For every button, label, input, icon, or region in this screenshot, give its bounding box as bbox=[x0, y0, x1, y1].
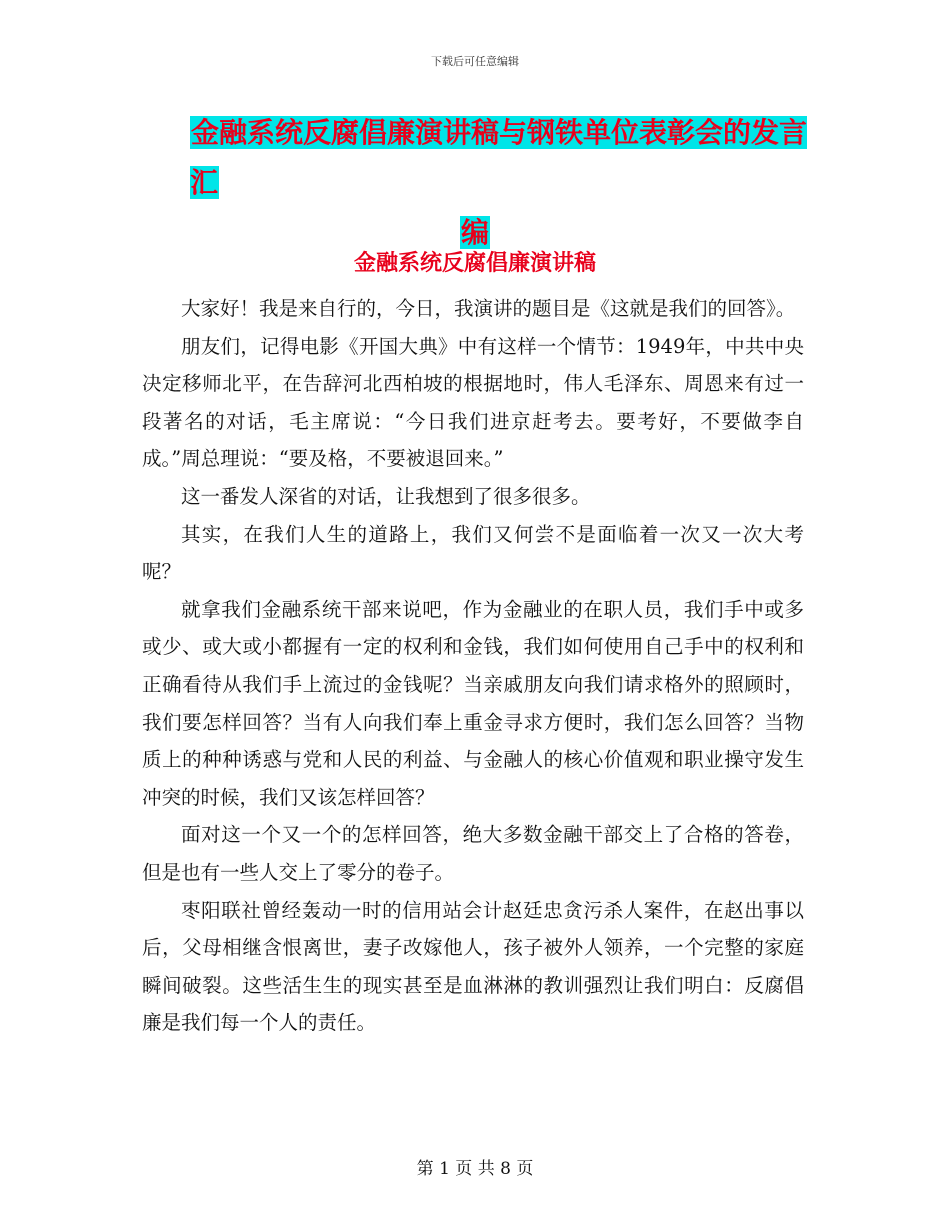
paragraph: 这一番发人深省的对话，让我想到了很多很多。 bbox=[181, 484, 591, 508]
title-highlight-1: 金融系统反腐倡廉演讲稿与钢铁单位表彰会的发言汇 bbox=[190, 116, 808, 199]
document-title bbox=[190, 108, 810, 258]
paragraph: 面对这一个又一个的怎样回答，绝大多数金融干部交上了合格的答卷，但是也有一些人交上了零分的卷子。 bbox=[142, 823, 804, 884]
header-note: 下载后可任意编辑 bbox=[431, 55, 519, 68]
paragraph: 其实，在我们人生的道路上，我们又何尝不是面临着一次又一次大考呢？ bbox=[142, 522, 804, 584]
paragraph: 就拿我们金融系统干部来说吧，作为金融业的在职人员，我们手中或多或少、或大或小都握有一定的权利和金钱，我们如何使用自己手中的权利和正确看待从我们手上流过的金钱呢？当亲戚朋友向我们请求格外的照顾时，我们要怎样回答？当有人向我们奉上重金寻求方便时，我们怎么回答？当物质上的种种诱惑与党和人民的利益、与金融人的核心价值观和职业操守发生冲突的时候，我们又该怎样回答？ bbox=[142, 597, 804, 809]
page-footer: 第 1 页 共 8 页 bbox=[416, 1159, 534, 1179]
paragraph: 朋友们，记得电影《开国大典》中有这样一个情节：1949年，中共中央决定移师北平，在告辞河北西柏坡的根据地时，伟人毛泽东、周恩来有过一段著名的对话，毛主席说：“今日我们进京赶考去。要考好，不要做李自成。”周总理说：“要及格，不要被退回来。” bbox=[142, 334, 804, 471]
section-title: 金融系统反腐倡廉演讲稿 bbox=[353, 251, 596, 276]
paragraph: 大家好！我是来自行的，今日，我演讲的题目是《这就是我们的回答》。 bbox=[181, 297, 796, 320]
document-title-line-1 bbox=[190, 108, 810, 208]
paragraph: 枣阳联社曾经轰动一时的信用站会计赵廷忠贪污杀人案件，在赵出事以后，父母相继含恨离世，妻子改嫁他人，孩子被外人领养，一个完整的家庭瞬间破裂。这些活生生的现实甚至是血淋淋的教训强烈让我们明白：反腐倡廉是我们每一个人的责任。 bbox=[142, 898, 804, 1035]
body-text bbox=[142, 290, 804, 1042]
title-highlight-2: 编 bbox=[460, 216, 489, 249]
